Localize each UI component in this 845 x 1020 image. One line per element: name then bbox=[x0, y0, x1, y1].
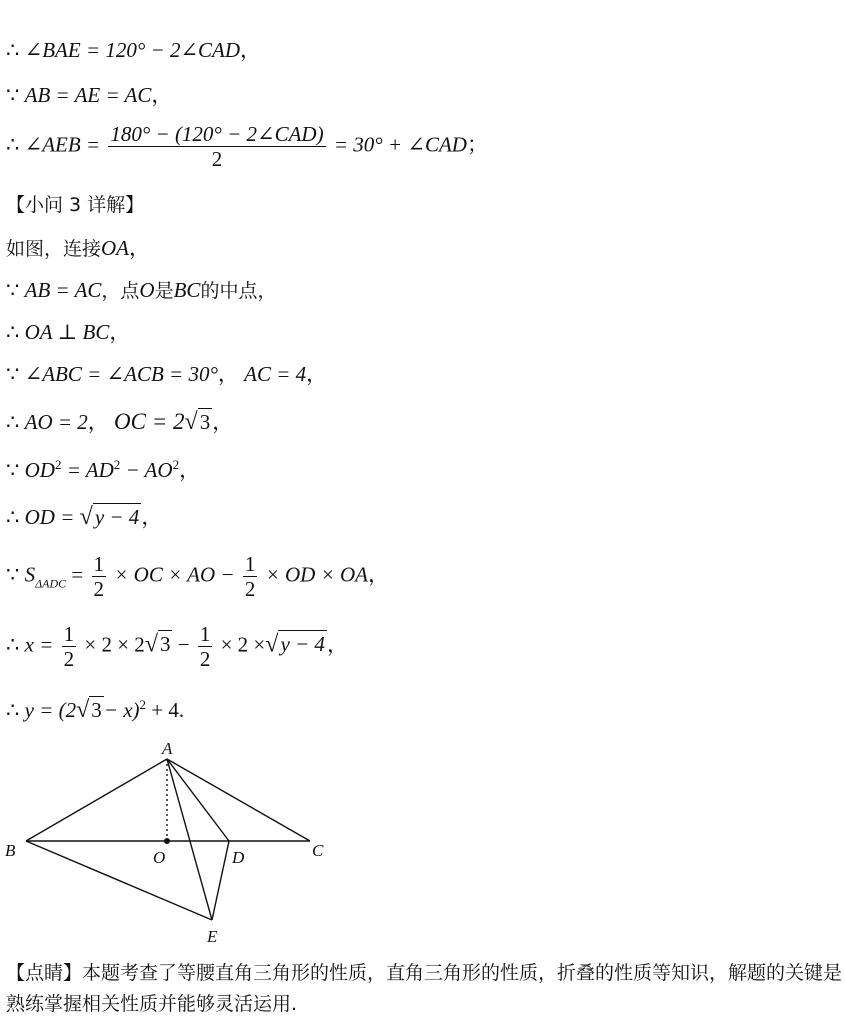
math-expression: = AD bbox=[66, 458, 114, 482]
math-expression: ∠AEB = bbox=[24, 132, 101, 157]
text: 的中点， bbox=[200, 280, 277, 302]
math-expression: × 2 × bbox=[220, 632, 266, 657]
math-expression: AO = 2 bbox=[24, 410, 88, 434]
math-expression: + 4. bbox=[151, 698, 185, 722]
math-expression: AB = AC bbox=[24, 278, 102, 302]
therefore-symbol: ∴ bbox=[6, 632, 20, 657]
proof-line-3 bbox=[6, 122, 488, 171]
punct: ， bbox=[129, 236, 151, 260]
sqrt-sign: √ bbox=[184, 409, 198, 435]
fraction bbox=[92, 552, 107, 601]
punct: ， bbox=[212, 410, 234, 434]
proof-line-2 bbox=[6, 85, 172, 106]
fraction bbox=[108, 122, 325, 171]
numerator: 1 bbox=[199, 622, 211, 646]
math-expression: OC = 2 bbox=[114, 409, 185, 434]
math-expression: − AO bbox=[125, 458, 173, 482]
math-expression: ∠ABC = ∠ACB = 30° bbox=[24, 362, 218, 386]
point-o bbox=[164, 838, 170, 844]
segment-de bbox=[212, 841, 229, 920]
numerator: 1 bbox=[63, 622, 75, 646]
subscript: ΔADC bbox=[35, 576, 67, 591]
text: ，点 bbox=[101, 280, 140, 302]
math-expression: x = bbox=[24, 632, 54, 657]
equals: = bbox=[71, 562, 84, 587]
because-symbol: ∵ bbox=[6, 458, 20, 482]
punct: ， bbox=[368, 562, 389, 587]
therefore-symbol: ∴ bbox=[6, 698, 20, 722]
text: 如图，连接 bbox=[6, 238, 102, 260]
key-point-note: 【点睛】本题考查了等腰直角三角形的性质，直角三角形的性质，折叠的性质等知识，解题的关键是熟练掌握相关性质并能够灵活运用. bbox=[6, 962, 843, 1015]
math-expression: × OD × OA bbox=[265, 562, 368, 587]
math-expression: y = (2 bbox=[24, 698, 77, 722]
s3-line-1 bbox=[6, 238, 150, 259]
therefore-symbol: ∴ bbox=[6, 320, 20, 344]
exponent: 2 bbox=[54, 457, 62, 472]
exponent: 2 bbox=[139, 697, 147, 712]
math-expression: = 30° + ∠CAD bbox=[333, 132, 467, 157]
denominator: 2 bbox=[63, 647, 75, 672]
exponent: 2 bbox=[113, 457, 121, 472]
sqrt-sign: √ bbox=[79, 504, 93, 530]
punct: ， bbox=[141, 505, 163, 529]
math-expression: × OC × AO − bbox=[114, 562, 235, 587]
s3-line-2 bbox=[6, 280, 276, 301]
numerator: 180° − (120° − 2∠CAD) bbox=[110, 122, 324, 146]
punct: ， bbox=[179, 458, 201, 482]
punct: ， bbox=[240, 38, 262, 62]
math-var: BC bbox=[173, 278, 201, 302]
section-heading: 【小问 3 详解】 bbox=[6, 194, 145, 216]
s3-line-5 bbox=[6, 410, 233, 434]
numerator: 1 bbox=[244, 552, 256, 576]
radicand: y − 4 bbox=[94, 505, 140, 529]
label-e: E bbox=[207, 927, 218, 946]
s3-line-7 bbox=[6, 505, 162, 529]
radicand: 3 bbox=[159, 632, 171, 657]
segment-ae bbox=[167, 759, 212, 920]
sqrt-sign: √ bbox=[144, 631, 158, 658]
segment-ac bbox=[167, 759, 310, 841]
denominator: 2 bbox=[199, 647, 211, 672]
math-expression: OD = bbox=[24, 505, 75, 529]
sqrt-sign: √ bbox=[265, 631, 279, 658]
label-a: A bbox=[162, 739, 173, 758]
denominator: 2 bbox=[93, 577, 105, 602]
fraction bbox=[243, 552, 258, 601]
segment-ab bbox=[26, 759, 167, 841]
punct: ， bbox=[109, 320, 131, 344]
segment-be bbox=[26, 841, 212, 920]
punct: ， bbox=[306, 362, 328, 386]
s3-line-10 bbox=[6, 698, 184, 722]
math-var: OA bbox=[101, 236, 130, 260]
radicand: 3 bbox=[199, 410, 211, 434]
math-var: S bbox=[24, 562, 36, 587]
fraction bbox=[198, 622, 213, 671]
punct: ， bbox=[87, 410, 109, 434]
because-symbol: ∵ bbox=[6, 278, 20, 302]
s3-line-6 bbox=[6, 458, 200, 481]
text: 是 bbox=[154, 280, 174, 302]
numerator: 1 bbox=[93, 552, 105, 576]
math-expression: AC = 4 bbox=[244, 362, 307, 386]
s3-line-8 bbox=[6, 552, 389, 601]
therefore-symbol: ∴ bbox=[6, 38, 20, 62]
because-symbol: ∵ bbox=[6, 562, 20, 587]
therefore-symbol: ∴ bbox=[6, 505, 20, 529]
s3-line-4 bbox=[6, 364, 327, 385]
exponent: 2 bbox=[172, 457, 180, 472]
s3-line-3 bbox=[6, 322, 130, 343]
segment-ad bbox=[167, 759, 229, 841]
therefore-symbol: ∴ bbox=[6, 410, 20, 434]
math-expression: OA ⊥ BC bbox=[24, 320, 110, 344]
math-expression: − x) bbox=[103, 698, 140, 722]
punct: ， bbox=[326, 632, 348, 657]
geometry-figure bbox=[0, 738, 340, 953]
math-expression: AB = AE = AC bbox=[24, 83, 152, 107]
proof-line-1 bbox=[6, 40, 261, 61]
radicand: y − 4 bbox=[280, 632, 325, 657]
therefore-symbol: ∴ bbox=[6, 132, 20, 157]
s3-line-9 bbox=[6, 622, 348, 671]
math-var: OD bbox=[24, 458, 55, 482]
math-var: O bbox=[139, 278, 155, 302]
radicand: 3 bbox=[91, 698, 102, 722]
denominator: 2 bbox=[244, 577, 256, 602]
math-expression: ∠BAE = 120° − 2∠CAD bbox=[24, 38, 241, 62]
because-symbol: ∵ bbox=[6, 83, 20, 107]
label-o: O bbox=[153, 848, 166, 867]
math-expression: × 2 × 2 bbox=[84, 632, 145, 657]
punct: ， bbox=[151, 83, 173, 107]
punct: ； bbox=[466, 132, 488, 157]
because-symbol: ∵ bbox=[6, 362, 20, 386]
fraction bbox=[62, 622, 77, 671]
denominator: 2 bbox=[211, 147, 223, 172]
sqrt-sign: √ bbox=[76, 697, 90, 723]
punct: ， bbox=[217, 362, 239, 386]
label-b: B bbox=[5, 841, 16, 860]
label-c: C bbox=[312, 841, 324, 860]
minus: − bbox=[177, 632, 190, 657]
label-d: D bbox=[232, 848, 245, 867]
